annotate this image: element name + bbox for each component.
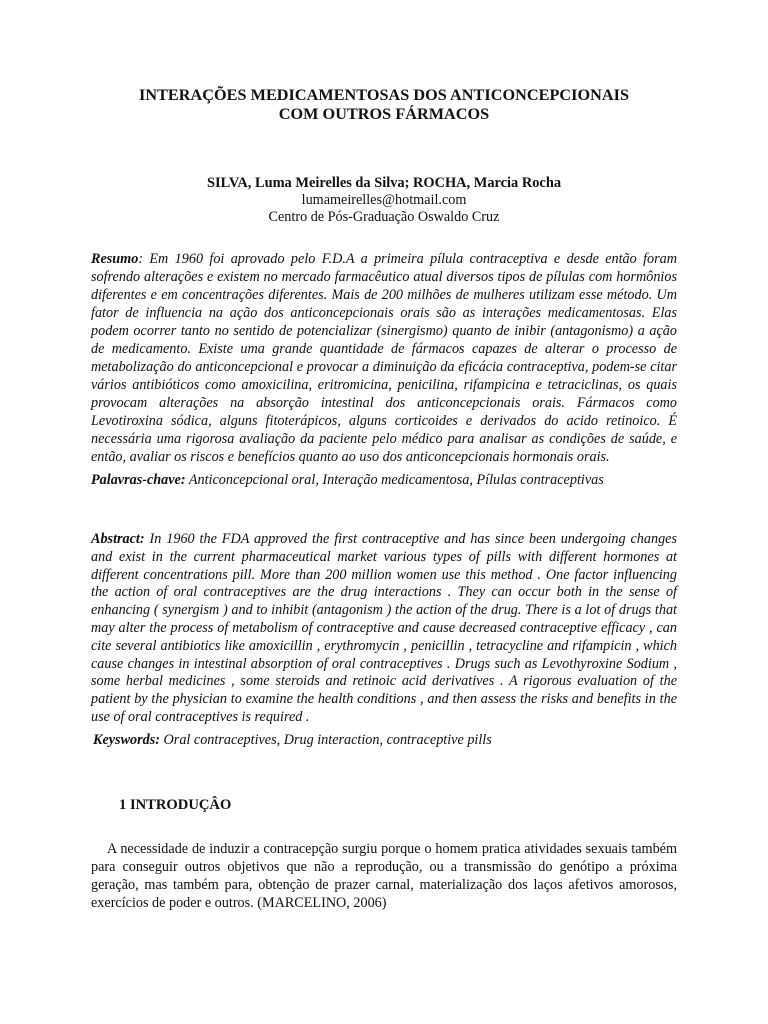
- document-page: [91, 0, 677, 926]
- author-list: SILVA, Luma Meirelles da Silva; ROCHA, Marcia Rocha: [206, 175, 562, 191]
- resumo-text: : Em 1960 foi aprovado pelo F.D.A a primeira pílula contraceptiva e desde então foram sofrendo alterações e existem no mercado farmacêutico atual diversos tipos de pílulas com hormônios diferentes e em concentrações diferentes. Mais de 200 milhões de mulheres utilizam esse método. Um fator de influencia na ação dos anticoncepcionais orais são as interações medicamentosas. Elas podem ocorrer tanto no sentido de potencializar (sinergismo) quanto de inibir (antagonismo) a ação de medicamento. Existe uma grande quantidade de fármacos capazes de alterar o processo de metabolização do anticoncepcional e provocar a diminuição da eficácia contraceptiva, podem-se citar vários antibióticos como amoxicilina, eritromicina, penicilina, rifampicina e tetraciclinas, os quais provocam alterações na absorção intestinal dos anticoncepcionais orais. Fármacos como Levotiroxina sódica, alguns fitoterápicos, alguns corticoides e derivados do acido retinoico. É necessária uma rigorosa avaliação da paciente pelo médico para analisar as condições de saúde, e então, avaliar os riscos e benefícios quanto ao uso dos anticoncepcionais hormonais orais.: [91, 251, 677, 465]
- abstract-text: In 1960 the FDA approved the first contraceptive and has since been undergoing changes and exist in the current pharmaceutical market various types of pills with different hormones at different concentrations pill. More than 200 million women use this method . One factor influencing the action of oral contraceptives are the drug interactions . They can occur both in the sense of enhancing ( synergism ) and to inhibit (antagonism ) the action of the drug. There is a lot of drugs that may alter the process of metabolism of contraceptive and cause decreased contraceptive efficacy , can cite several antibiotics like amoxicillin , erythromycin , penicillin , tetracycline and rifampicin , which cause changes in intestinal absorption of oral contraceptives . Drugs such as Levothyroxine Sodium , some herbal medicines , some steroids and retinoic acid derivatives . A rigorous evaluation of the patient by the physician to examine the health conditions , and then assess the risks and benefits in the use of oral contraceptives is required .: [91, 531, 677, 725]
- title-line-1: INTERAÇÕES MEDICAMENTOSAS DOS ANTICONCEPCIONAIS: [138, 86, 629, 104]
- keywords: [91, 731, 677, 749]
- title-line-2: COM OUTROS FÁRMACOS: [278, 105, 490, 123]
- section-heading-introducao: 1 INTRODUÇÂO: [119, 796, 232, 813]
- palavras-chave-label: Palavras-chave:: [91, 472, 186, 488]
- author-email: lumameirelles@hotmail.com: [301, 192, 467, 208]
- abstract-paragraph: [91, 531, 677, 727]
- resumo-paragraph: [91, 250, 677, 466]
- keywords-label: Keyswords:: [93, 731, 160, 748]
- resumo-label: Resumo: [91, 251, 139, 267]
- paper-title: [91, 0, 677, 124]
- palavras-chave: [91, 471, 677, 489]
- author-institution: Centro de Pós-Graduação Oswaldo Cruz: [268, 209, 500, 225]
- palavras-chave-text: Anticoncepcional oral, Interação medicamentosa, Pílulas contraceptivas: [185, 472, 604, 488]
- keywords-text: Oral contraceptives, Drug interaction, contraceptive pills: [160, 731, 492, 748]
- abstract-label: Abstract:: [91, 531, 145, 547]
- introducao-paragraph: A necessidade de induzir a contracepção surgiu porque o homem pratica atividades sexuais também para conseguir outros objetivos que não a reprodução, ou a transmissão do genótipo a próxima geração, mas também para, obtenção de prazer carnal, materialização dos laços afetivos amorosos, exercícios de poder e outros. (MARCELINO, 2006): [91, 840, 677, 911]
